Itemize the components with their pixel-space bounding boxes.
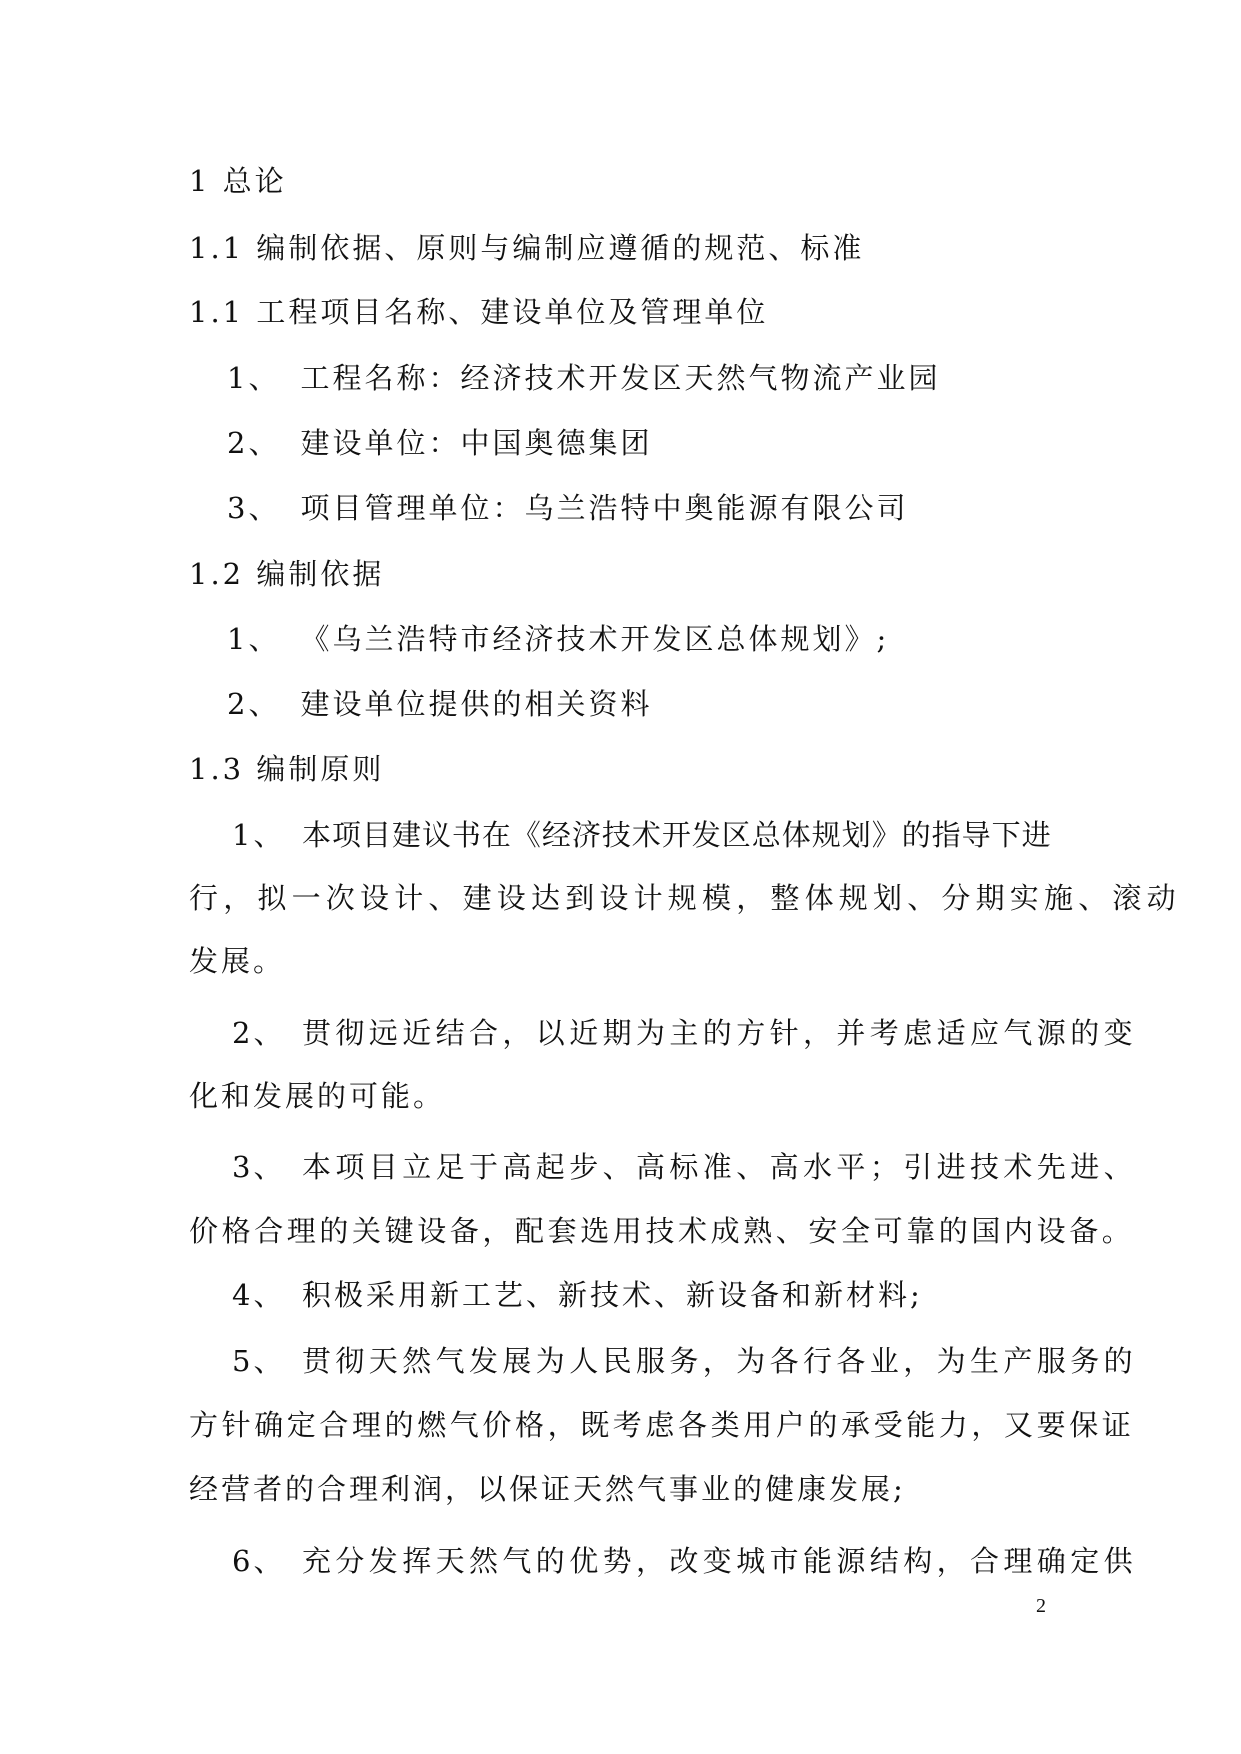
- heading-1-1-project-name: 1.1 工程项目名称、建设单位及管理单位: [189, 295, 769, 329]
- principle-4-number: 4、: [232, 1278, 286, 1312]
- list-text: 项目管理单位：乌兰浩特中奥能源有限公司: [300, 491, 909, 525]
- list-text: 建设单位提供的相关资料: [300, 687, 653, 721]
- list-item-basis-plan: [227, 619, 889, 659]
- principle-3-line-2: 价格合理的关键设备，配套选用技术成熟、安全可靠的国内设备。: [189, 1214, 1135, 1248]
- principle-5-number: 5、: [232, 1344, 286, 1378]
- principle-2-line-2: 化和发展的可能。: [189, 1079, 446, 1113]
- principle-1-number: 1、: [232, 818, 286, 852]
- list-item-project-name: [227, 358, 940, 398]
- heading-general: 1 总论: [189, 164, 287, 198]
- principle-1-line-3: 发展。: [189, 944, 286, 978]
- list-number: 1、: [227, 622, 281, 656]
- principle-5-line-3: 经营者的合理利润，以保证天然气事业的健康发展;: [189, 1472, 906, 1506]
- heading-1-2-basis: 1.2 编制依据: [189, 557, 385, 591]
- list-number: 3、: [227, 491, 281, 525]
- principle-5-line-1: 贯彻天然气发展为人民服务，为各行各业，为生产服务的: [302, 1344, 1138, 1378]
- list-text: 《乌兰浩特市经济技术开发区总体规划》;: [300, 622, 890, 656]
- principle-1-line-2: 行，拟一次设计、建设达到设计规模，整体规划、分期实施、滚动: [189, 881, 1181, 915]
- principle-6-line-1: 充分发挥天然气的优势，改变城市能源结构，合理确定供: [302, 1544, 1138, 1578]
- principle-6-number: 6、: [232, 1544, 286, 1578]
- list-text: 建设单位：中国奥德集团: [300, 426, 653, 460]
- list-number: 1、: [227, 361, 281, 395]
- principle-1-line-1: 本 项 目 建 议 书 在 《 经 济 技 术 开 发 区 总 体 规 划 》 的 指 导 下 进: [302, 818, 1051, 852]
- heading-1-1-basis-principles: 1.1 编制依据、原则与编制应遵循的规范、标准: [189, 231, 865, 265]
- list-text: 工程名称：经济技术开发区天然气物流产业园: [300, 361, 941, 395]
- list-number: 2、: [227, 687, 281, 721]
- principle-3-line-1: 本项目立足于高起步、高标准、高水平；引进技术先进、: [302, 1150, 1138, 1184]
- principle-4-line-1: 积极采用新工艺、新技术、新设备和新材料;: [302, 1278, 923, 1312]
- page-number: 2: [1036, 1595, 1046, 1617]
- principle-2-line-1: 贯彻远近结合，以近期为主的方针，并考虑适应气源的变: [302, 1016, 1138, 1050]
- list-item-construction-unit: [227, 423, 652, 463]
- list-item-basis-materials: [227, 684, 652, 724]
- principle-3-number: 3、: [232, 1150, 286, 1184]
- principle-5-line-2: 方针确定合理的燃气价格，既考虑各类用户的承受能力，又要保证: [189, 1408, 1135, 1442]
- list-number: 2、: [227, 426, 281, 460]
- list-item-management-unit: [227, 488, 908, 528]
- heading-1-3-principles: 1.3 编制原则: [189, 752, 385, 786]
- principle-2-number: 2、: [232, 1016, 286, 1050]
